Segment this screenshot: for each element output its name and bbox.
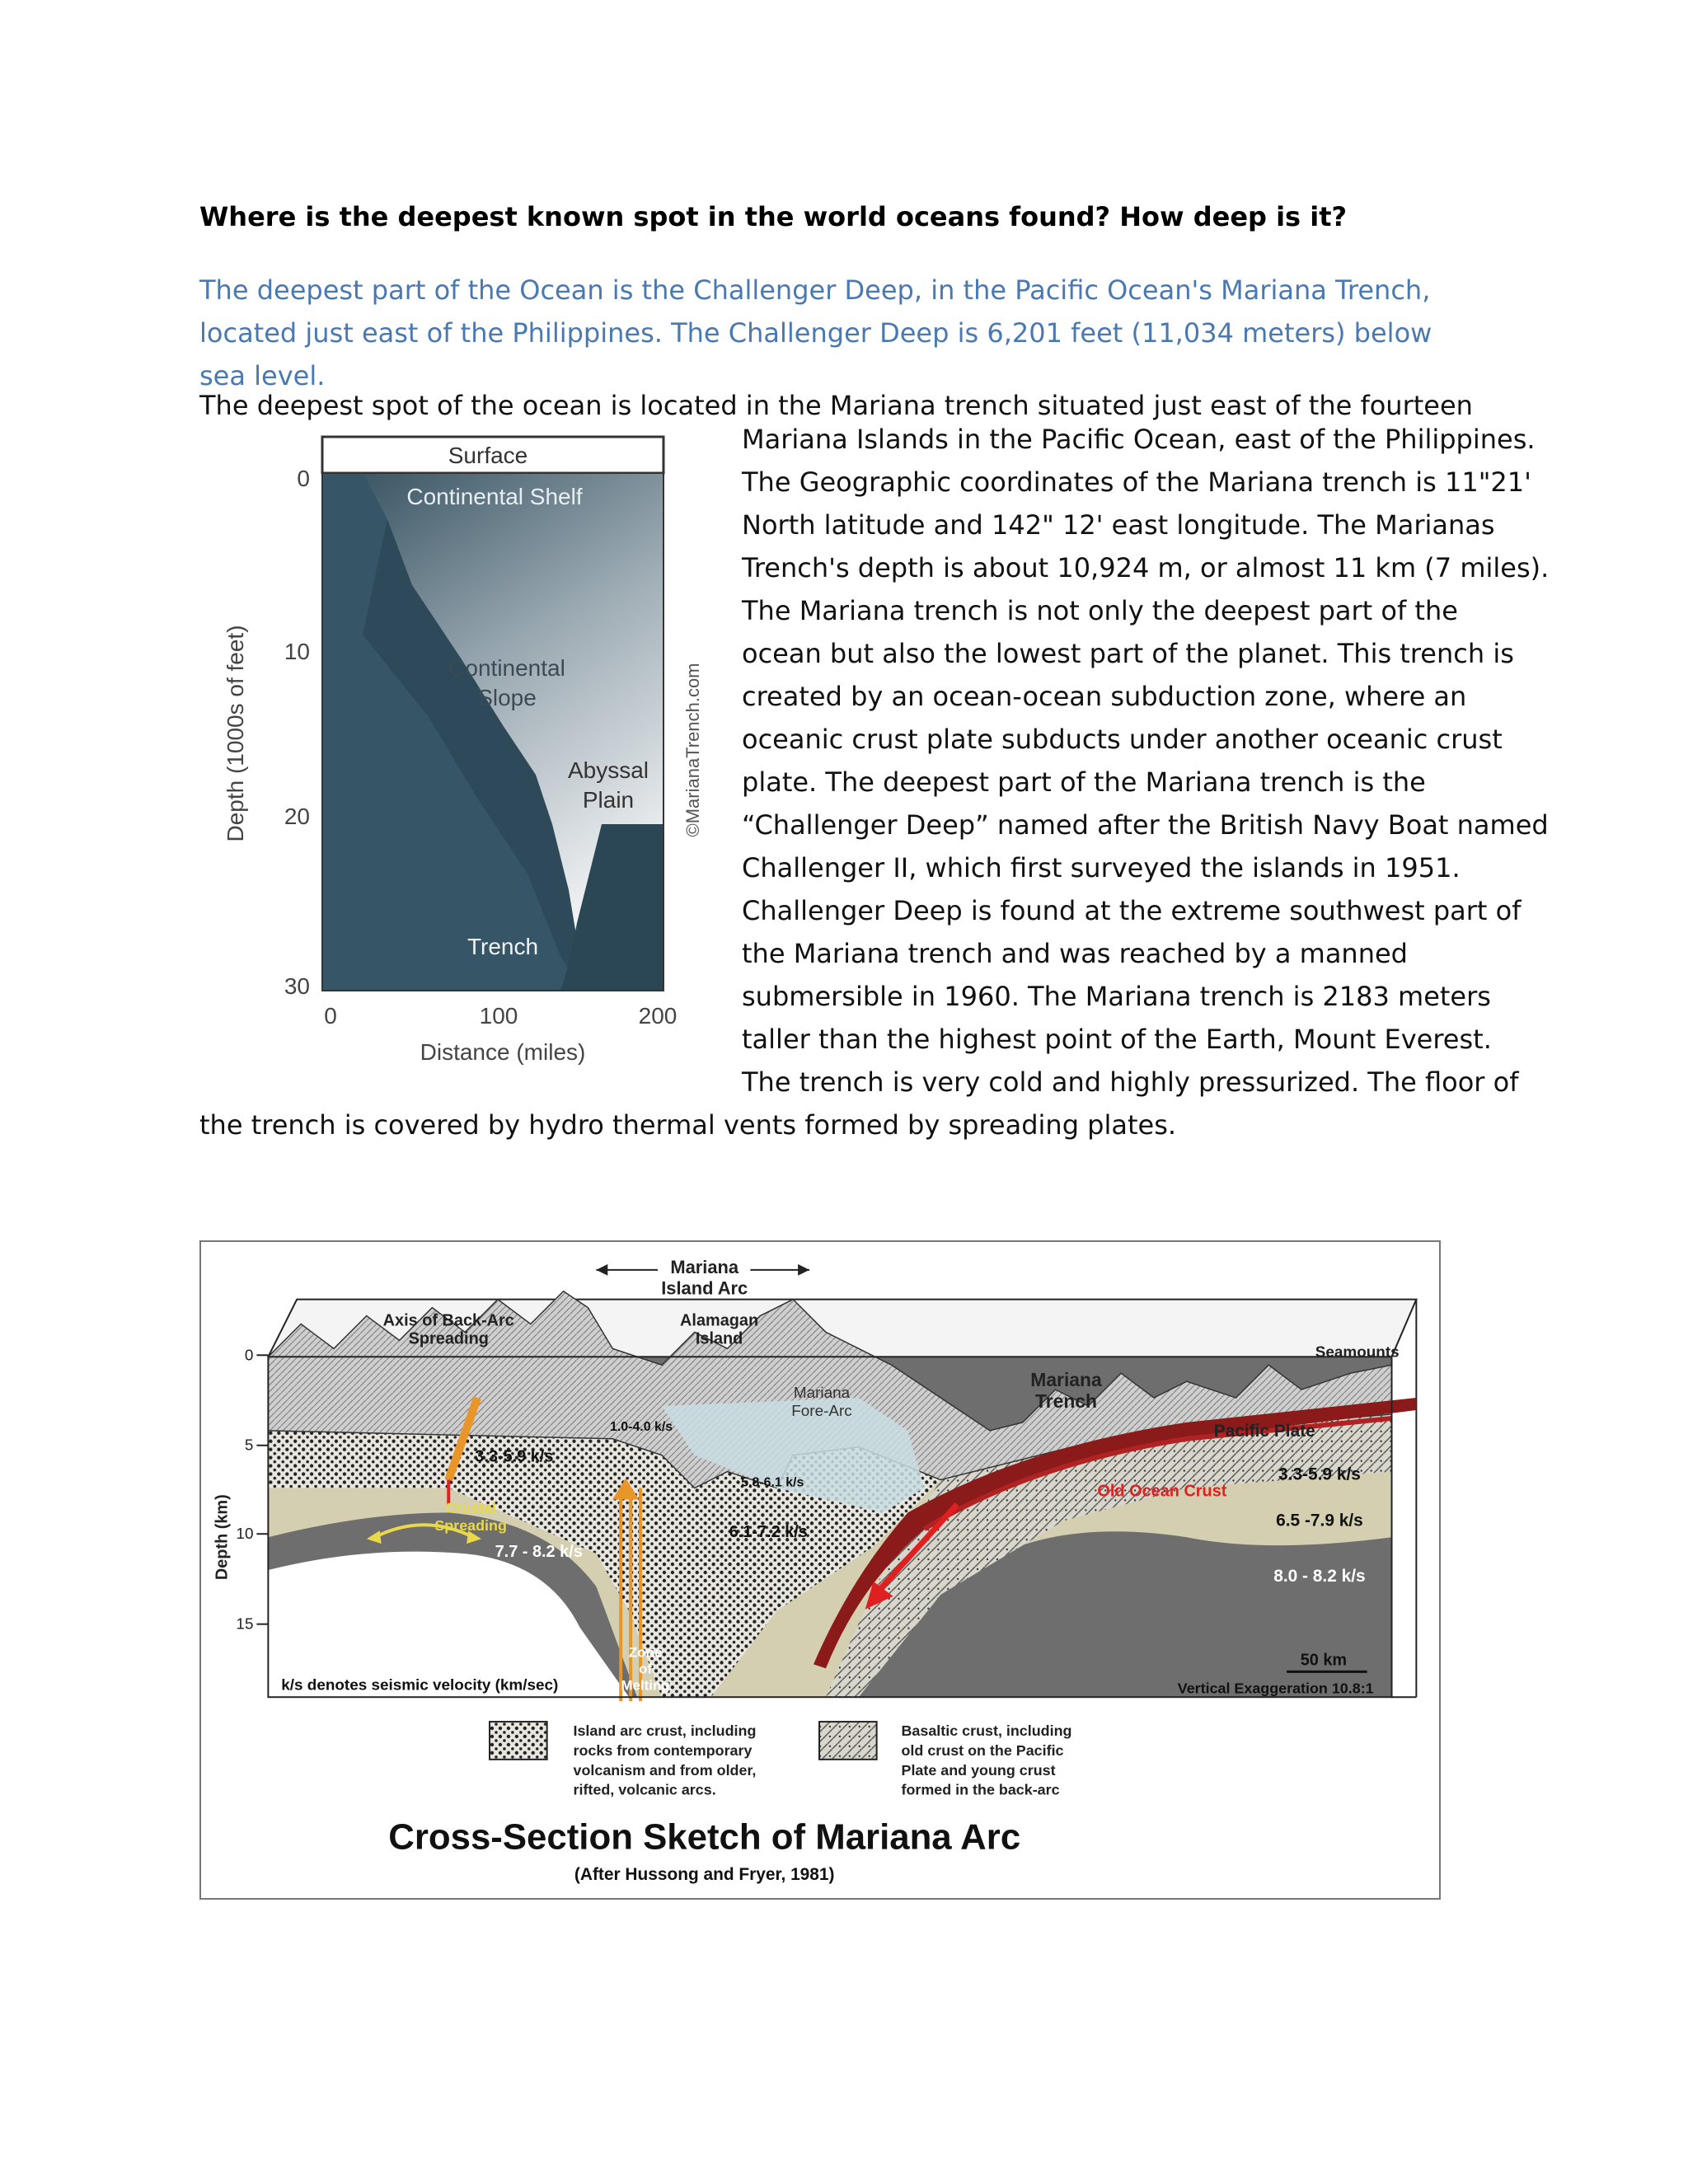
crustal-label-2: Spreading	[434, 1517, 507, 1535]
body-line: Trench's depth is about 10,924 m, or almost 11 km (7 miles).	[742, 552, 1550, 583]
trench-label-1: Mariana	[1030, 1369, 1102, 1391]
pacific-plate-label: Pacific Plate	[1213, 1421, 1315, 1441]
alamagan-label-2: Island	[695, 1329, 743, 1348]
velocity-label: 3.3-5.9 k/s	[475, 1447, 554, 1466]
legend-a-line: rocks from contemporary	[573, 1741, 753, 1759]
arc-label-2: Island Arc	[661, 1277, 748, 1299]
y-tick: 10	[284, 639, 310, 664]
seamounts-label: Seamounts	[1315, 1343, 1400, 1361]
crustal-label-1: Crustal	[445, 1499, 496, 1516]
legend-a-line: rifted, volcanic arcs.	[573, 1781, 716, 1798]
velocity-label: 6.5 -7.9 k/s	[1276, 1511, 1363, 1530]
legend-swatch-basaltic	[819, 1722, 877, 1760]
depth-tick: 5	[244, 1436, 254, 1455]
body-line: Challenger II, which first surveyed the islands in 1951.	[742, 852, 1461, 883]
arc-label-1: Mariana	[670, 1256, 739, 1277]
answer-paragraph: The deepest part of the Ocean is the Challenger Deep, in the Pacific Ocean's Mariana Trench, located just east of the Philippines. The Challenger Deep is 6,201 feet (11,034 meters) below sea level.	[199, 274, 1432, 391]
body-line: North latitude and 142" 12' east longitude. The Marianas	[742, 509, 1495, 541]
body-line: The trench is very cold and highly pressurized. The floor of	[742, 1066, 1519, 1098]
trench-profile-figure	[214, 429, 725, 1080]
figure-title: Cross-Section Sketch of Mariana Arc	[388, 1816, 1021, 1858]
x-tick: 200	[638, 1003, 678, 1029]
x-tick: 0	[324, 1003, 337, 1029]
trench-label: Trench	[467, 934, 539, 959]
y-axis-label: Depth (1000s of feet)	[223, 625, 248, 842]
velocity-label: 1.0-4.0 k/s	[610, 1419, 673, 1434]
legend-b-line: formed in the back-arc	[901, 1781, 1060, 1798]
depth-tick: 0	[244, 1347, 254, 1365]
velocity-label: 5.8-6.1 k/s	[741, 1475, 804, 1490]
exaggeration-note: Vertical Exaggeration 10.8:1	[1177, 1680, 1374, 1697]
depth-axis-label: Depth (km)	[213, 1494, 232, 1581]
legend-b-line: old crust on the Pacific	[901, 1741, 1064, 1759]
velocity-label: 7.7 - 8.2 k/s	[495, 1543, 583, 1562]
legend-swatch-island-arc	[490, 1722, 547, 1760]
y-tick: 30	[284, 973, 310, 999]
body-line: submersible in 1960. The Mariana trench is 2183 meters	[742, 981, 1491, 1012]
axis-label-1: Axis of Back-Arc	[382, 1311, 514, 1330]
zone-label-2: of	[639, 1661, 653, 1677]
velocity-label: 3.3-5.9 k/s	[1278, 1465, 1361, 1484]
velocity-label: 6.1-7.2 k/s	[729, 1523, 808, 1542]
shelf-label: Continental Shelf	[406, 484, 583, 509]
scale-label: 50 km	[1300, 1651, 1348, 1670]
legend-a-line: volcanism and from older,	[573, 1761, 757, 1779]
intro-line: The deepest spot of the ocean is located in the Mariana trench situated just east of the fourteen	[199, 390, 1473, 421]
slope-label-1: Continental	[448, 655, 565, 681]
fore-arc-label-1: Mariana	[793, 1385, 851, 1403]
ks-note: k/s denotes seismic velocity (km/sec)	[281, 1676, 559, 1694]
depth-tick: 15	[236, 1615, 254, 1633]
mariana-arc-figure	[199, 1240, 1441, 1900]
y-tick: 0	[297, 466, 310, 491]
zone-label-3: Melting	[621, 1677, 670, 1694]
legend-b-line: Plate and young crust	[901, 1761, 1056, 1779]
body-line: created by an ocean-ocean subduction zone, where an	[742, 681, 1467, 712]
surface-label: Surface	[448, 443, 528, 468]
zone-label-1: Zone	[628, 1644, 663, 1661]
alamagan-label-1: Alamagan	[680, 1311, 759, 1330]
plain-label-1: Abyssal	[567, 757, 649, 783]
axis-label-2: Spreading	[408, 1329, 489, 1348]
plain-label-2: Plain	[582, 787, 635, 813]
body-line: plate. The deepest part of the Mariana trench is the	[742, 766, 1426, 798]
x-axis-label: Distance (miles)	[420, 1039, 586, 1065]
x-tick: 100	[479, 1003, 518, 1029]
body-line: Challenger Deep is found at the extreme southwest part of	[742, 895, 1522, 926]
figure-subtitle: (After Hussong and Fryer, 1981)	[574, 1865, 835, 1885]
slope-label-2: Slope	[477, 685, 537, 710]
velocity-label: 8.0 - 8.2 k/s	[1273, 1566, 1366, 1586]
body-line: The Geographic coordinates of the Mariana trench is 11"21'	[742, 466, 1531, 498]
legend-a-line: Island arc crust, including	[573, 1722, 757, 1739]
y-tick: 20	[284, 804, 310, 829]
depth-tick: 10	[236, 1526, 254, 1544]
trench-label-2: Trench	[1034, 1390, 1098, 1412]
legend-b-line: Basaltic crust, including	[901, 1722, 1072, 1739]
body-line: ocean but also the lowest part of the planet. This trench is	[742, 638, 1514, 669]
body-line: oceanic crust plate subducts under another oceanic crust	[742, 724, 1503, 755]
body-line: the Mariana trench and was reached by a manned	[742, 938, 1408, 969]
body-line: Mariana Islands in the Pacific Ocean, east of the Philippines.	[742, 424, 1536, 455]
body-line: The Mariana trench is not only the deepest part of the	[742, 595, 1458, 626]
question-heading: Where is the deepest known spot in the world oceans found? How deep is it?	[199, 201, 1348, 232]
figure-credit: ©MarianaTrench.com	[682, 663, 703, 837]
body-line: taller than the highest point of the Earth, Mount Everest.	[742, 1024, 1492, 1055]
body-line: “Challenger Deep” named after the British Navy Boat named	[742, 809, 1549, 841]
old-crust-label: Old Ocean Crust	[1097, 1482, 1227, 1501]
fore-arc-label-2: Fore-Arc	[791, 1402, 852, 1420]
final-line: the trench is covered by hydro thermal vents formed by spreading plates.	[199, 1109, 1177, 1141]
